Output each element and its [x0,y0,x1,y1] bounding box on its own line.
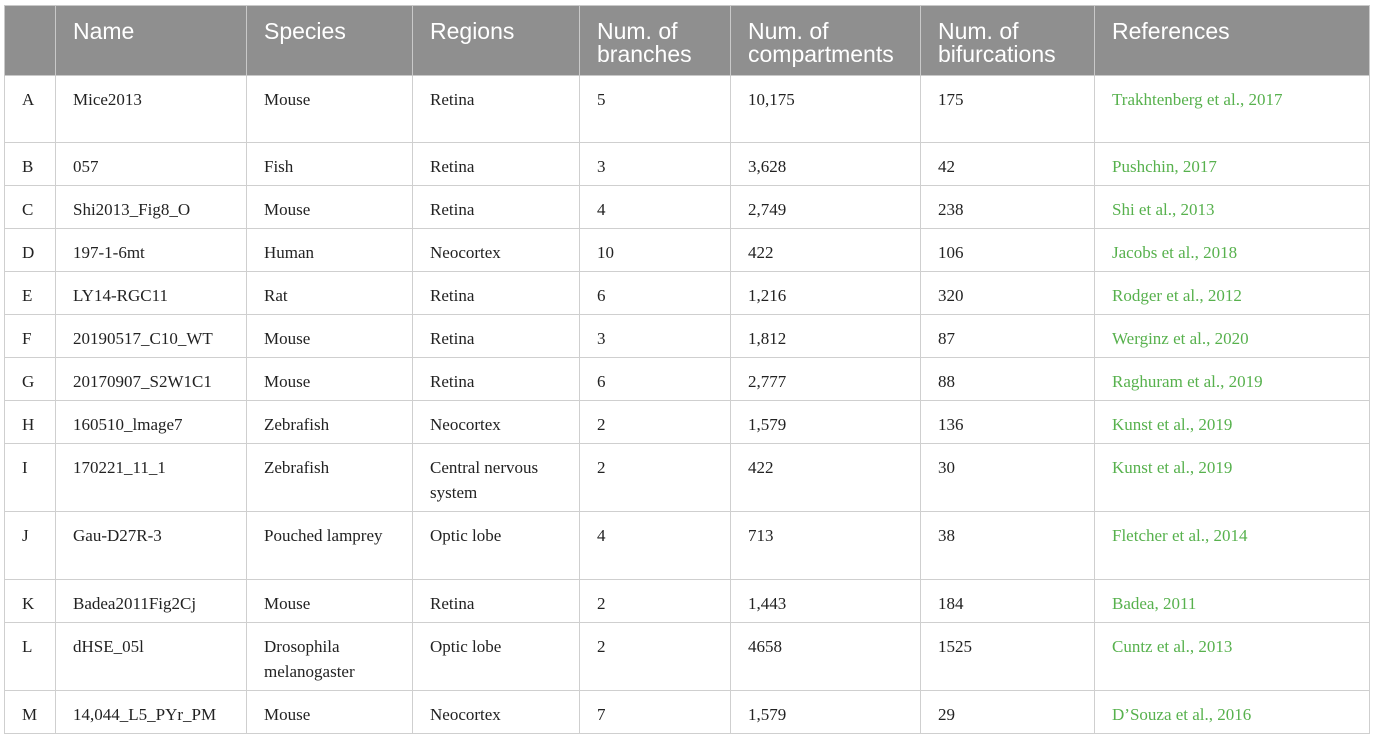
cell-branches: 10 [580,229,731,272]
row-label: G [5,358,56,401]
table-row [5,358,1370,401]
cell-name: Shi2013_Fig8_O [56,186,247,229]
row-label: K [5,580,56,623]
header-branches: Num. of branches [580,6,731,76]
cell-species: Mouse [247,358,413,401]
header-references: References [1095,6,1370,76]
cell-reference-link[interactable]: Raghuram et al., 2019 [1095,358,1370,401]
header-species: Species [247,6,413,76]
cell-reference-link[interactable]: Werginz et al., 2020 [1095,315,1370,358]
cell-reference-link[interactable]: D’Souza et al., 2016 [1095,691,1370,734]
table-row [5,315,1370,358]
cell-compartments: 1,443 [731,580,921,623]
cell-regions: Retina [413,186,580,229]
row-label: D [5,229,56,272]
cell-bifurcations: 87 [921,315,1095,358]
cell-regions: Central nervous system [413,444,580,512]
cell-species: Drosophila melanogaster [247,623,413,691]
cell-compartments: 4658 [731,623,921,691]
cell-branches: 7 [580,691,731,734]
cell-reference-link[interactable]: Fletcher et al., 2014 [1095,512,1370,580]
cell-name: 20190517_C10_WT [56,315,247,358]
cell-bifurcations: 238 [921,186,1095,229]
cell-compartments: 713 [731,512,921,580]
table-row [5,623,1370,691]
cell-bifurcations: 184 [921,580,1095,623]
cell-bifurcations: 29 [921,691,1095,734]
cell-branches: 2 [580,580,731,623]
cell-branches: 2 [580,401,731,444]
row-label: M [5,691,56,734]
table-row [5,691,1370,734]
cell-name: 20170907_S2W1C1 [56,358,247,401]
row-label: C [5,186,56,229]
cell-compartments: 2,777 [731,358,921,401]
cell-reference-link[interactable]: Jacobs et al., 2018 [1095,229,1370,272]
cell-bifurcations: 175 [921,76,1095,143]
cell-branches: 3 [580,143,731,186]
header-regions: Regions [413,6,580,76]
table-row [5,76,1370,143]
cell-name: Gau-D27R-3 [56,512,247,580]
cell-name: dHSE_05l [56,623,247,691]
cell-compartments: 1,216 [731,272,921,315]
cell-species: Fish [247,143,413,186]
cell-regions: Retina [413,358,580,401]
cell-branches: 5 [580,76,731,143]
header-bifurcations: Num. of bifurcations [921,6,1095,76]
cell-species: Zebrafish [247,444,413,512]
table-row [5,186,1370,229]
cell-branches: 2 [580,444,731,512]
cell-species: Human [247,229,413,272]
cell-name: LY14-RGC11 [56,272,247,315]
cell-branches: 4 [580,186,731,229]
table-row [5,444,1370,512]
cell-species: Pouched lamprey [247,512,413,580]
cell-species: Zebrafish [247,401,413,444]
cell-bifurcations: 136 [921,401,1095,444]
cell-regions: Retina [413,580,580,623]
row-label: I [5,444,56,512]
cell-bifurcations: 30 [921,444,1095,512]
cell-bifurcations: 38 [921,512,1095,580]
cell-name: Badea2011Fig2Cj [56,580,247,623]
cell-regions: Neocortex [413,691,580,734]
cell-name: 14,044_L5_PYr_PM [56,691,247,734]
cell-name: 057 [56,143,247,186]
row-label: J [5,512,56,580]
cell-branches: 4 [580,512,731,580]
cell-species: Mouse [247,691,413,734]
cell-regions: Neocortex [413,401,580,444]
cell-branches: 3 [580,315,731,358]
cell-reference-link[interactable]: Pushchin, 2017 [1095,143,1370,186]
cell-regions: Retina [413,272,580,315]
cell-species: Mouse [247,186,413,229]
cell-bifurcations: 1525 [921,623,1095,691]
row-label: A [5,76,56,143]
table-row [5,272,1370,315]
cell-compartments: 3,628 [731,143,921,186]
row-label: F [5,315,56,358]
cell-name: 170221_11_1 [56,444,247,512]
cell-regions: Optic lobe [413,623,580,691]
header-name: Name [56,6,247,76]
cell-compartments: 10,175 [731,76,921,143]
cell-reference-link[interactable]: Cuntz et al., 2013 [1095,623,1370,691]
cell-compartments: 422 [731,444,921,512]
cell-name: 160510_lmage7 [56,401,247,444]
cell-species: Mouse [247,315,413,358]
cell-compartments: 1,812 [731,315,921,358]
header-label [5,6,56,76]
table-row [5,143,1370,186]
table-row [5,229,1370,272]
table-row [5,512,1370,580]
cell-bifurcations: 320 [921,272,1095,315]
row-label: H [5,401,56,444]
cell-reference-link[interactable]: Kunst et al., 2019 [1095,401,1370,444]
cell-branches: 2 [580,623,731,691]
row-label: L [5,623,56,691]
cell-regions: Optic lobe [413,512,580,580]
cell-name: 197-1-6mt [56,229,247,272]
cell-reference-link[interactable]: Badea, 2011 [1095,580,1370,623]
row-label: E [5,272,56,315]
cell-regions: Retina [413,143,580,186]
cell-compartments: 422 [731,229,921,272]
cell-reference-link[interactable]: Rodger et al., 2012 [1095,272,1370,315]
table-row [5,580,1370,623]
neuron-morphology-table [4,5,1370,734]
cell-species: Mouse [247,580,413,623]
cell-regions: Neocortex [413,229,580,272]
table-row [5,401,1370,444]
cell-regions: Retina [413,76,580,143]
cell-reference-link[interactable]: Trakhtenberg et al., 2017 [1095,76,1370,143]
cell-bifurcations: 106 [921,229,1095,272]
cell-compartments: 2,749 [731,186,921,229]
cell-regions: Retina [413,315,580,358]
table-header-row [5,6,1370,76]
cell-reference-link[interactable]: Kunst et al., 2019 [1095,444,1370,512]
cell-reference-link[interactable]: Shi et al., 2013 [1095,186,1370,229]
cell-branches: 6 [580,358,731,401]
cell-bifurcations: 42 [921,143,1095,186]
cell-branches: 6 [580,272,731,315]
cell-bifurcations: 88 [921,358,1095,401]
cell-compartments: 1,579 [731,691,921,734]
cell-species: Rat [247,272,413,315]
header-compartments: Num. of compartments [731,6,921,76]
row-label: B [5,143,56,186]
cell-species: Mouse [247,76,413,143]
cell-name: Mice2013 [56,76,247,143]
cell-compartments: 1,579 [731,401,921,444]
